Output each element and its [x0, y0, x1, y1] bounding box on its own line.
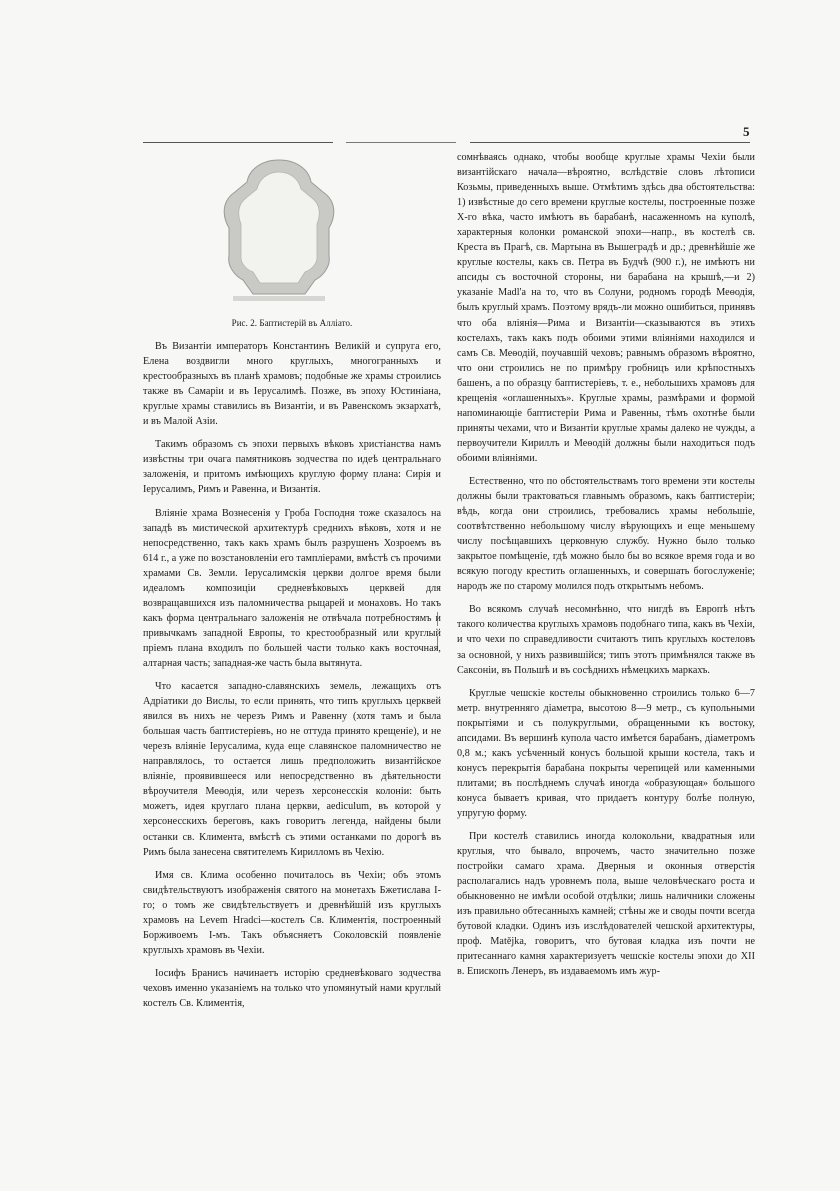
paragraph: При костелѣ ставились иногда колокольни, квадратныя или круглыя, что бывало, впрочемъ, часто значительно позже постройки самаго храма. Дверныя и оконныя отверстія располагались надъ уровнемъ пола, выше человѣческаго роста и обыкновенно не имѣли особой отдѣлки; лишь наличники сложены изъ правильно обтесанныхъ камней; стѣны же и своды почти всегда бутовой кладки. Одинъ изъ изслѣдователей чешской архитектуры, проф. Matějka, говоритъ, что бутовая кладка изъ почти не притесаннаго камня характеризуетъ чешскіе костелы эпохи до XII в. Епископъ Ленеръ, въ издаваемомъ имъ жур- — [457, 831, 755, 978]
paragraph: Іосифъ Браниcъ начинаетъ исторію средневѣковаго зодчества чеховъ именно указаніемъ на только что упомянутый нами круглый костелъ Св. Климентія, — [143, 967, 441, 1009]
header-rule-right — [470, 142, 750, 143]
paragraph: Такимъ образомъ съ эпохи первыхъ вѣковъ христіанства намъ извѣстны три очага памятниковъ зодчества по идеѣ центральнаго заложенія, и притомъ имѣющихъ круглую форму плана: Сирія и Іерусалимъ, Римъ и Равенна, и Византія. — [143, 439, 441, 496]
paragraph: Естественно, что по обстоятельствамъ того времени эти костелы должны были трактоваться главнымъ образомъ, какъ баптистеріи; вѣдь, когда они строились, требовались храмы небольшіе, соотвѣтственно небольшому числу вѣрующихъ и еще меньшему числу посѣщавшихъ церковную службу. Нужно было только закрытое помѣщеніе, гдѣ можно было бы во всякое время года и во всякую погоду крестить оглашенныхъ, и совершать богослуженіе; народъ же по старому молился подъ открытымъ небомъ. — [457, 475, 755, 593]
baptistery-plan-figure — [143, 150, 441, 310]
left-column — [143, 150, 441, 1019]
header-rule-left — [143, 142, 333, 143]
paragraph: Имя св. Клима особенно почиталось въ Чехіи; объ этомъ свидѣтельствуютъ изображенія святого на монетахъ Бжетислава I-го; о томъ же свидѣтельствуетъ и древнѣйшій изъ круглыхъ храмовъ на Levem Hradci—костелъ Св. Климентія, построенный Борживоемъ I-мъ. Такъ объясняетъ Соколовскій появленіе круглыхъ храмовъ въ Чехіи. — [143, 869, 441, 956]
paragraph: Вліяніе храма Вознесенія у Гроба Господня тоже сказалось на западѣ въ мистической архитектурѣ среднихъ вѣковъ, хотя и не непосредственно, такъ какъ храмъ былъ разрушенъ Хозроемъ въ 614 г., а уже по возстановленіи его тампліерами, вмѣстѣ съ прочими храмами Св. Земли. Іерусалимскія церкви долгое время были идеаломъ композиціи средневѣковыхъ церквей для возвращавшихся изъ паломничества рыцарей и монаховъ. Но такъ какъ форма центральнаго заложенія не отвѣчала потребностямъ и привычкамъ западной Европы, то крестообразный или круглый пріемъ плана входилъ по большей части только какъ восточная, алтарная часть; западная-же часть была вытянута. — [143, 507, 441, 669]
paragraph: сомнѣваясь однако, чтобы вообще круглые храмы Чехіи были византійскаго начала—вѣроятно, вслѣдствіе словъ лѣтописи Козьмы, приведенныхъ выше. Отмѣтимъ здѣсь два обстоятельства: 1) извѣстные до сего времени круглые костелы, построенные позже X-го вѣка, часто имѣютъ въ барабанѣ, насаженномъ на куполѣ, характерныя колонки романской эпохи—напр., въ костелѣ св. Креста въ Прагѣ, св. Мартына въ Вышеградѣ и др.; древнѣйшіе же круглые костелы, какъ св. Петра въ Будчѣ (900 г.), не имѣютъ ни апсиды съ восточной стороны, ни барабана на крышѣ,—и 2) указаніе Madl'a на то, что въ Солуни, родномъ городѣ Меѳодія, былъ круглый храмъ. Поэтому врядъ-ли можно ошибиться, принявъ что оба вліянія—Рима и Византіи—сказываются въ этихъ костелахъ, такъ какъ подъ обоими этими вліяніями находился и самъ Св. Меѳодій, поучавшій чеховъ; равнымъ образомъ вѣроятно, что они строились не по примѣру гробницъ или крѣпостныхъ башенъ, а по образцу баптистеріевъ, т. е., небольшихъ храмовъ для крещенія «оглашенныхъ». Круглые храмы, размѣрами и формой напоминающіе баптистеріи Рима и Равенны, тѣмъ охотнѣе были приняты чехами, что и Византіи круглые храмы далеко не чужды, а первоучители Кириллъ и Меѳодій должны были находиться подъ обоими вліяніями. — [457, 152, 755, 464]
page-number: 5 — [743, 124, 750, 139]
header-rule-mid — [346, 142, 456, 143]
paragraph: Круглые чешскіе костелы обыкновенно строились только 6—7 метр. внутренняго діаметра, высотою 8—9 метр., съ купольными покрытіями и съ полукруглыми, обращенными къ востоку, апсидами. Въ вершинѣ купола часто имѣется барабанъ, діаметромъ 0,8 м.; какъ усѣченный конусъ большой крыши костела, такъ и конусъ перекрытія барабана покрыты черепицей или каменными плитами; въ послѣднемъ случаѣ иногда «образующая» большого конуса бываетъ кривая, что придаетъ контуру болѣе полную, упругую форму. — [457, 687, 755, 819]
figure-caption: Рис. 2. Баптистерій въ Алліато. — [231, 318, 353, 328]
paragraph: Въ Византіи императоръ Константинъ Великій и супруга его, Елена воздвигли много круглыхъ, многогранныхъ и крестообразныхъ въ планѣ храмовъ; подобные же храмы строились также въ Самаріи и въ Іерусалимѣ. Позже, въ эпоху Юстиніана, круглые храмы ставились въ Византіи, и въ Равенскомъ экзархатѣ, и въ Малой Азіи. — [143, 341, 441, 428]
right-column — [457, 150, 755, 987]
paragraph: Во всякомъ случаѣ несомнѣнно, что нигдѣ въ Европѣ нѣтъ такого количества круглыхъ храмовъ подобнаго типа, какъ въ Чехіи, и что чехи по справедливости считаютъ типъ круглыхъ костеловъ за основной, у нихъ развившійся; типъ этотъ примѣнялся также въ Саксоніи, въ Польшѣ и въ сосѣднихъ нѣмецкихъ маркахъ. — [457, 604, 755, 676]
paragraph: Что касается западно-славянскихъ земель, лежащихъ отъ Адріатики до Вислы, то если принять, что типъ круглыхъ церквей явился въ нихъ не черезъ Римъ и Равенну (хотя тамъ и была большая часть баптистеріевъ, но не оттуда принято крещеніе), и не черезъ вліяніе Іерусалима, куда еще славянское паломничество не направлялось, то остается лишь предположить византійское вліяніе, проявившееся или непосредственно въ дѣятельности вѣроучителя Меѳодія, или черезъ херсонесскія колоніи: быть можетъ, идея круглаго плана церкви, aediculum, въ которой у херсонесскихъ береговъ, какъ говоритъ легенда, найдены были останки св. Климента, вмѣстѣ съ этими останками по дорогѣ въ Римъ была занесена святителемъ Кирилломъ въ Чехію. — [143, 681, 441, 858]
baptistery-plan-drawing — [219, 156, 339, 306]
